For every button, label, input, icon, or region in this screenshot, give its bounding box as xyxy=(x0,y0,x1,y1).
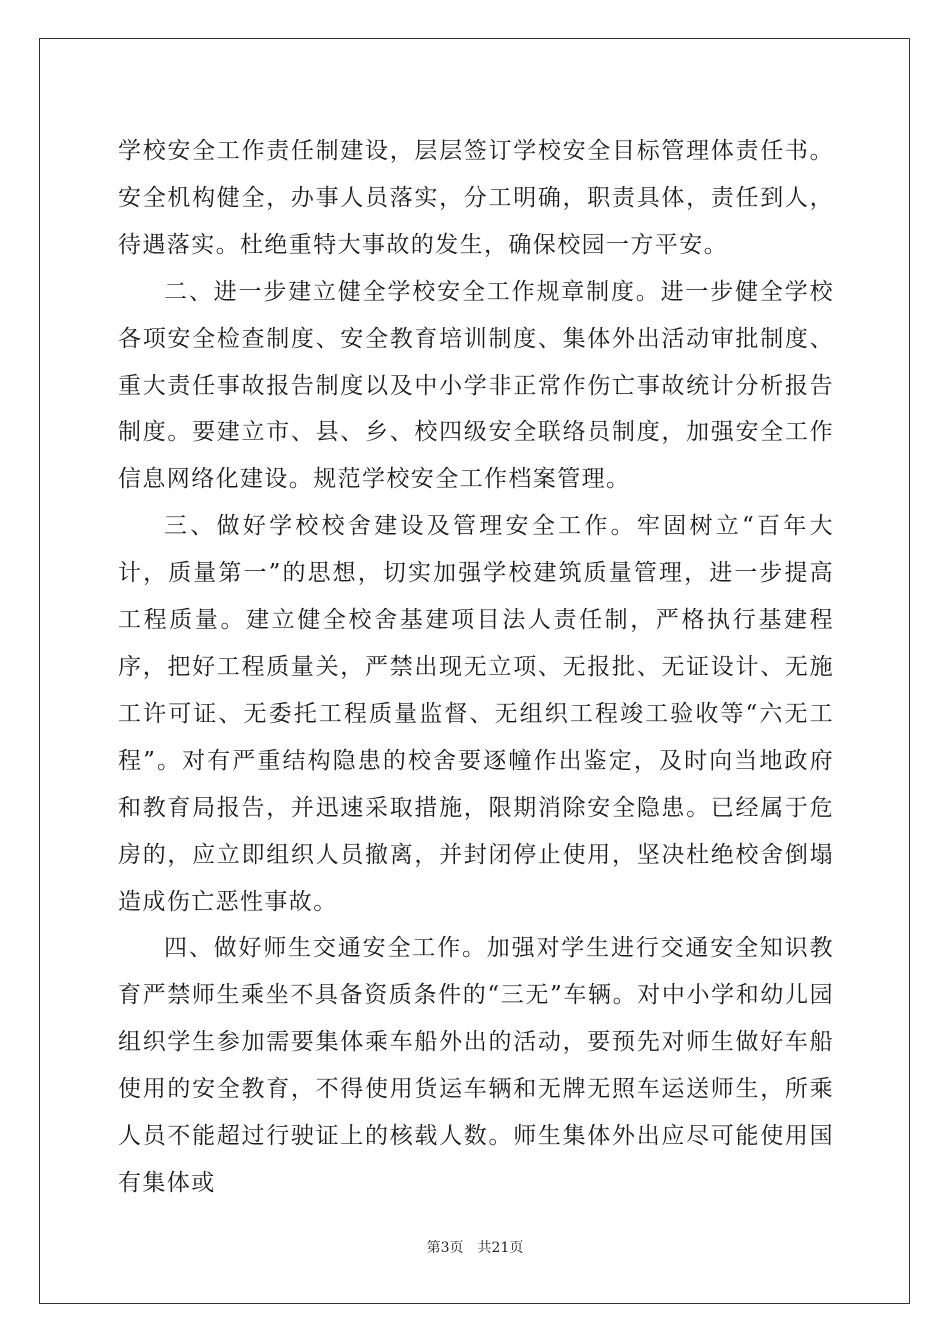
paragraph-section-4: 四、做好师生交通安全工作。加强对学生进行交通安全知识教育严禁师生乘坐不具备资质条件的“三无”车辆。对中小学和幼儿园组织学生参加需要集体乘车船外出的活动，要预先对师生做好车船使用的安全教育，不得使用货运车辆和无牌无照车运送师生，所乘人员不能超过行驶证上的核载人数。师生集体外出应尽可能使用国有集体或 xyxy=(118,935,834,1196)
paragraph-continued: 学校安全工作责任制建设，层层签订学校安全目标管理体责任书。安全机构健全，办事人员落实，分工明确，职责具体，责任到人，待遇落实。杜绝重特大事故的发生，确保校园一方平安。 xyxy=(118,138,834,258)
paragraph-section-2: 二、进一步建立健全学校安全工作规章制度。进一步健全学校各项安全检查制度、安全教育培训制度、集体外出活动审批制度、重大责任事故报告制度以及中小学非正常作伤亡事故统计分析报告制度。要建立市、县、乡、校四级安全联络员制度，加强安全工作信息网络化建设。规范学校安全工作档案管理。 xyxy=(118,278,834,493)
paragraph-section-3: 三、做好学校校舍建设及管理安全工作。牢固树立“百年大计，质量第一”的思想，切实加强学校建筑质量管理，进一步提高工程质量。建立健全校舍基建项目法人责任制，严格执行基建程序，把好工程质量关，严禁出现无立项、无报批、无证设计、无施工许可证、无委托工程质量监督、无组织工程竣工验收等“六无工程”。对有严重结构隐患的校舍要逐幢作出鉴定，及时向当地政府和教育局报告，并迅速采取措施，限期消除安全隐患。已经属于危房的，应立即组织人员撤离，并封闭停止使用，坚决杜绝校舍倒塌造成伤亡恶性事故。 xyxy=(118,513,834,915)
page-total: 共21页 xyxy=(477,1240,524,1256)
page-footer xyxy=(0,1237,950,1257)
page-number: 第3页 xyxy=(426,1240,464,1256)
document-body xyxy=(118,128,834,1207)
